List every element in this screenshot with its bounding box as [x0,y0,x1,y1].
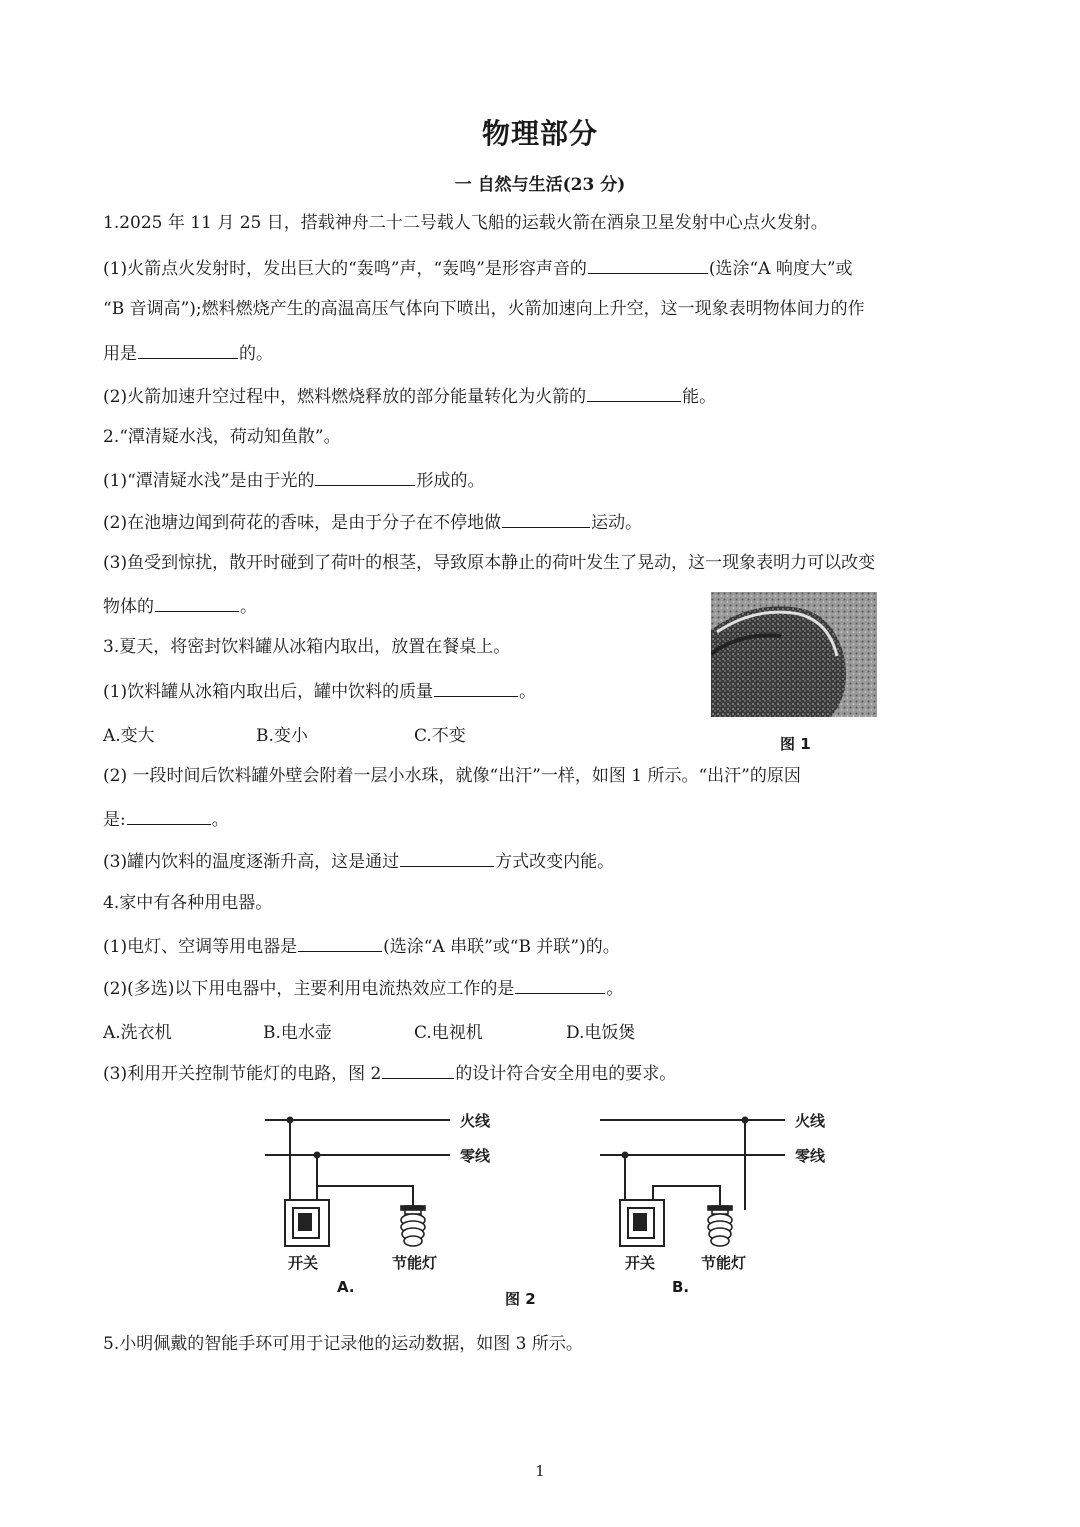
circuit-b-lamp-label: 节能灯 [701,1254,747,1272]
figure-2-circuits [255,1100,855,1310]
q4-stem: 4.家中有各种用电器。 [103,893,273,913]
circuit-b-switch-label: 开关 [625,1254,656,1272]
circuit-a-live-label: 火线 [460,1112,491,1130]
q4-option-c: C.电视机 [414,1023,483,1043]
q4-part2-text-b: 。 [606,979,624,999]
q5-stem: 5.小明佩戴的智能手环可用于记录他的运动数据，如图 3 所示。 [103,1334,583,1354]
q4-part1 [103,933,620,959]
q4-part1-text-b: (选涂“A 串联”或“B 并联”)的。 [383,937,620,957]
answer-blank[interactable] [588,255,708,274]
q3-option-a: A.变大 [103,726,155,746]
answer-blank[interactable] [502,509,590,528]
q2-part1-text-a: (1)“潭清疑水浅”是由于光的 [103,471,315,491]
circuit-a-switch-label: 开关 [288,1254,319,1272]
q1-part1-line2: “B 音调高”);燃料燃烧产生的高温高压气体向下喷出，火箭加速向上升空，这一现象表明物体间力的作 [103,299,865,319]
answer-blank[interactable] [400,848,494,867]
q4-part3-text-b: 的设计符合安全用电的要求。 [455,1064,677,1084]
q1-part1-text-e: 的。 [239,344,273,364]
figure-2-caption: 图 2 [505,1290,536,1308]
circuit-a-neutral-label: 零线 [460,1147,491,1165]
q1-part1-text-d: 用是 [103,344,137,364]
q4-part1-text-a: (1)电灯、空调等用电器是 [103,937,298,957]
q1-stem: 1.2025 年 11 月 25 日，搭载神舟二十二号载人飞船的运载火箭在酒泉卫星发射中心点火发射。 [103,213,828,233]
circuit-b-label: B. [672,1278,690,1296]
q3-part3-text-b: 方式改变内能。 [495,852,615,872]
q3-part3-text-a: (3)罐内饮料的温度逐渐升高，这是通过 [103,852,400,872]
q1-part1-line1 [103,255,853,281]
answer-blank[interactable] [382,1060,454,1079]
q4-option-b: B.电水壶 [263,1023,332,1043]
figure-1-caption: 图 1 [780,735,811,753]
q3-part2-line1: (2) 一段时间后饮料罐外壁会附着一层小水珠，就像“出汗”一样，如图 1 所示。“出汗”的原因 [103,766,801,786]
q1-part2-text-b: 能。 [682,387,717,407]
q3-part3 [103,848,614,874]
answer-blank[interactable] [587,383,681,402]
q3-part2-text-b: 是: [103,810,126,830]
q4-part2-text-a: (2)(多选)以下用电器中，主要利用电流热效应工作的是 [103,979,515,999]
answer-blank[interactable] [155,593,239,612]
q4-option-d: D.电饭煲 [566,1023,636,1043]
q2-part1 [103,467,484,493]
answer-blank[interactable] [515,975,605,994]
q3-part1 [103,678,536,704]
q4-part3-text-a: (3)利用开关控制节能灯的电路，图 2 [103,1064,382,1084]
circuit-a-label: A. [337,1278,355,1296]
q1-part2-text-a: (2)火箭加速升空过程中，燃料燃烧释放的部分能量转化为火箭的 [103,387,587,407]
answer-blank[interactable] [298,933,382,952]
q1-part1-text-a: (1)火箭点火发射时，发出巨大的“轰鸣”声，“轰鸣”是形容声音的 [103,259,587,279]
answer-blank[interactable] [434,678,518,697]
page-title: 物理部分 [481,117,598,150]
q2-part2-text-b: 运动。 [591,513,643,533]
answer-blank[interactable] [127,806,211,825]
q2-part3-line2 [103,593,257,619]
q3-part1-text-a: (1)饮料罐从冰箱内取出后，罐中饮料的质量 [103,682,434,702]
q2-part2 [103,509,642,535]
circuit-b-live-label: 火线 [795,1112,826,1130]
q1-part1-text-b: (选涂“A 响度大”或 [708,259,853,279]
q2-part1-text-b: 形成的。 [416,471,485,491]
figure-1-photo [711,592,877,717]
q3-part2-line2 [103,806,229,832]
q1-part2 [103,383,716,409]
q3-option-c: C.不变 [414,726,466,746]
q1-part1-line3 [103,340,273,366]
q2-part3-text-c: 。 [240,597,257,617]
section-heading: 一 自然与生活(23 分) [454,175,626,195]
q4-part2 [103,975,623,1001]
answer-blank[interactable] [315,467,415,486]
q4-part3 [103,1060,676,1086]
q2-part3-text-b: 物体的 [103,597,154,617]
q3-stem: 3.夏天，将密封饮料罐从冰箱内取出，放置在餐桌上。 [103,637,511,657]
q4-option-a: A.洗衣机 [103,1023,172,1043]
q3-part1-text-b: 。 [519,682,537,702]
q2-part2-text-a: (2)在池塘边闻到荷花的香味，是由于分子在不停地做 [103,513,502,533]
q2-part3-line1: (3)鱼受到惊扰，散开时碰到了荷叶的根茎，导致原本静止的荷叶发生了晃动，这一现象表明力可以改变 [103,553,876,573]
circuit-a-lamp-label: 节能灯 [392,1254,438,1272]
answer-blank[interactable] [138,340,238,359]
q2-stem: 2.“潭清疑水浅，荷动知鱼散”。 [103,427,341,447]
q3-option-b: B.变小 [256,726,308,746]
q3-part2-text-c: 。 [211,810,229,830]
page-number: 1 [535,1462,545,1480]
circuit-b-neutral-label: 零线 [795,1147,826,1165]
